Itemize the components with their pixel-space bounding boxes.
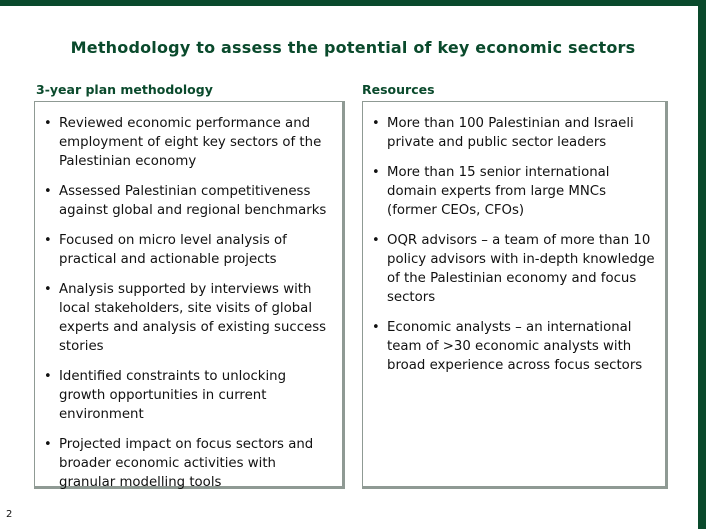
resource-item: • OQR advisors – a team of more than 10 policy advisors with in-depth knowledge of the Palestinian economy and focus sectors [387,231,657,307]
right-column-heading: Resources [362,82,435,97]
resources-list [363,102,665,375]
methodology-item: • Reviewed economic performance and employment of eight key sectors of the Palestinian economy [59,114,334,171]
page-number: 2 [6,509,13,520]
resource-item: • More than 15 senior international domain experts from large MNCs (former CEOs, CFOs) [387,163,657,220]
top-accent-bar [0,0,706,6]
methodology-item: • Projected impact on focus sectors and broader economic activities with granular modelling tools [59,435,334,492]
methodology-item: • Focused on micro level analysis of practical and actionable projects [59,231,334,269]
left-column-heading: 3-year plan methodology [36,82,213,97]
methodology-item: • Assessed Palestinian competitiveness against global and regional benchmarks [59,182,334,220]
methodology-list [35,102,342,492]
right-accent-bar [698,0,706,529]
resource-item: • More than 100 Palestinian and Israeli private and public sector leaders [387,114,657,152]
resource-item: • Economic analysts – an international team of >30 economic analysts with broad experience across focus sectors [387,318,657,375]
methodology-item: • Analysis supported by interviews with local stakeholders, site visits of global experts and analysis of existing success stories [59,280,334,356]
resources-panel [362,101,668,489]
methodology-panel [34,101,345,489]
page-title: Methodology to assess the potential of key economic sectors [70,38,636,57]
methodology-item: • Identified constraints to unlocking growth opportunities in current environment [59,367,334,424]
